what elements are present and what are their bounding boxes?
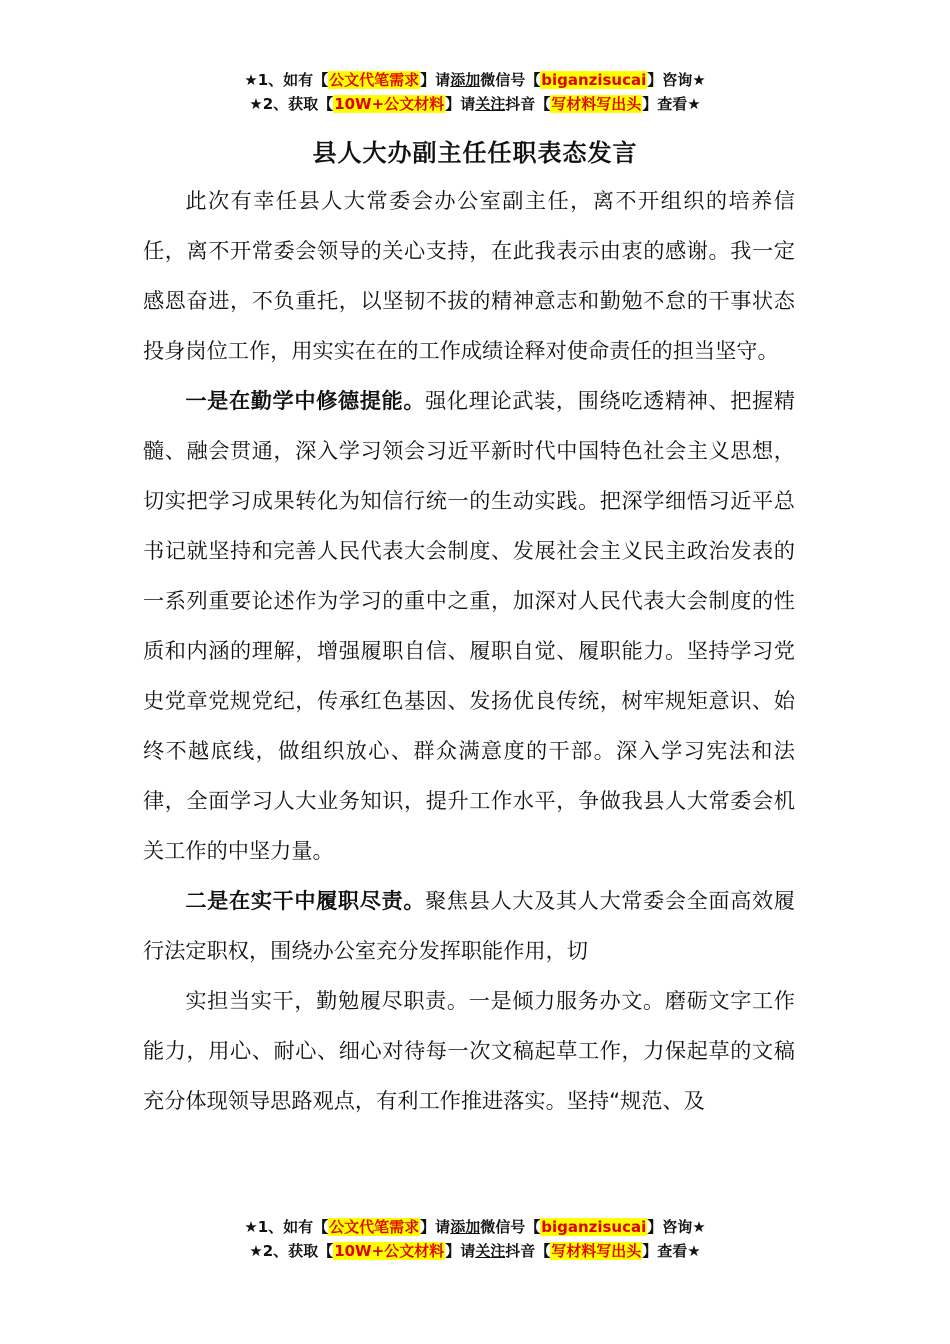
promo-line-2 — [0, 92, 950, 116]
promo-highlight: 10W+公文材料 — [334, 1242, 445, 1260]
promo-text: ★2、获取【 — [249, 1242, 334, 1260]
document-body — [143, 176, 795, 1126]
promo-line-1 — [0, 1215, 950, 1239]
promo-banner-top — [0, 68, 950, 116]
promo-text: 微信号【 — [480, 71, 541, 89]
promo-banner-bottom — [0, 1215, 950, 1263]
promo-text: 】查看★ — [642, 1242, 701, 1260]
promo-text: ★1、如有【 — [244, 71, 329, 89]
paragraph-text: 此次有幸任县人大常委会办公室副主任，离不开组织的培养信任，离不开常委会领导的关心支持，在此我表示由衷的感谢。我一定感恩奋进，不负重托，以坚韧不拔的精神意志和勤勉不怠的干事状态投身岗位工作，用实实在在的工作成绩诠释对使命责任的担当坚守。 — [143, 188, 795, 363]
paragraph-intro — [143, 176, 795, 376]
promo-underline: 添加 — [450, 71, 481, 89]
promo-highlight: 写材料写出头 — [551, 95, 642, 113]
paragraph-lead: 二是在实干中履职尽责。 — [185, 888, 426, 913]
promo-text: 】请 — [445, 95, 476, 113]
promo-highlight: 公文代笔需求 — [329, 1218, 420, 1236]
promo-underline: 添加 — [450, 1218, 481, 1236]
promo-text: 】咨询★ — [647, 1218, 706, 1236]
paragraph-text: 聚焦县人大及其人大常委会全面高效履行法定职权，围绕办公室充分发挥职能作用，切 — [143, 888, 795, 963]
promo-underline: 关注 — [475, 1242, 506, 1260]
promo-highlight: 10W+公文材料 — [334, 95, 445, 113]
paragraph-text: 实担当实干，勤勉履尽职责。一是倾力服务办文。磨砺文字工作能力，用心、耐心、细心对待每一次文稿起草工作，力保起草的文稿充分体现领导思路观点，有利工作推进落实。坚持“规范、及 — [143, 988, 795, 1113]
promo-highlight: 写材料写出头 — [551, 1242, 642, 1260]
paragraph-study — [143, 376, 795, 876]
paragraph-lead: 一是在勤学中修德提能。 — [185, 388, 426, 413]
promo-line-1 — [0, 68, 950, 92]
promo-text: 】请 — [420, 1218, 451, 1236]
promo-text: 】查看★ — [642, 95, 701, 113]
promo-text: 】请 — [445, 1242, 476, 1260]
promo-text: 抖音【 — [505, 95, 551, 113]
promo-text: ★1、如有【 — [244, 1218, 329, 1236]
promo-highlight: biganzisucai — [541, 1218, 647, 1236]
promo-highlight: 公文代笔需求 — [329, 71, 420, 89]
promo-text: ★2、获取【 — [249, 95, 334, 113]
paragraph-continued — [143, 976, 795, 1126]
promo-text: 抖音【 — [505, 1242, 551, 1260]
promo-line-2 — [0, 1239, 950, 1263]
promo-highlight: biganzisucai — [541, 71, 647, 89]
promo-text: 】咨询★ — [647, 71, 706, 89]
document-title: 县人大办副主任任职表态发言 — [312, 139, 638, 167]
promo-text: 微信号【 — [480, 1218, 541, 1236]
promo-underline: 关注 — [475, 95, 506, 113]
paragraph-text: 强化理论武装，围绕吃透精神、把握精髓、融会贯通，深入学习领会习近平新时代中国特色社会主义思想，切实把学习成果转化为知信行统一的生动实践。把深学细悟习近平总书记就坚持和完善人民代表大会制度、发展社会主义民主政治发表的一系列重要论述作为学习的重中之重，加深对人民代表大会制度的性质和内涵的理解，增强履职自信、履职自觉、履职能力。坚持学习党史党章党规党纪，传承红色基因、发扬优良传统，树牢规矩意识、始终不越底线，做组织放心、群众满意度的干部。深入学习宪法和法律，全面学习人大业务知识，提升工作水平，争做我县人大常委会机关工作的中坚力量。 — [143, 388, 795, 863]
promo-text: 】请 — [420, 71, 451, 89]
paragraph-practice — [143, 876, 795, 976]
